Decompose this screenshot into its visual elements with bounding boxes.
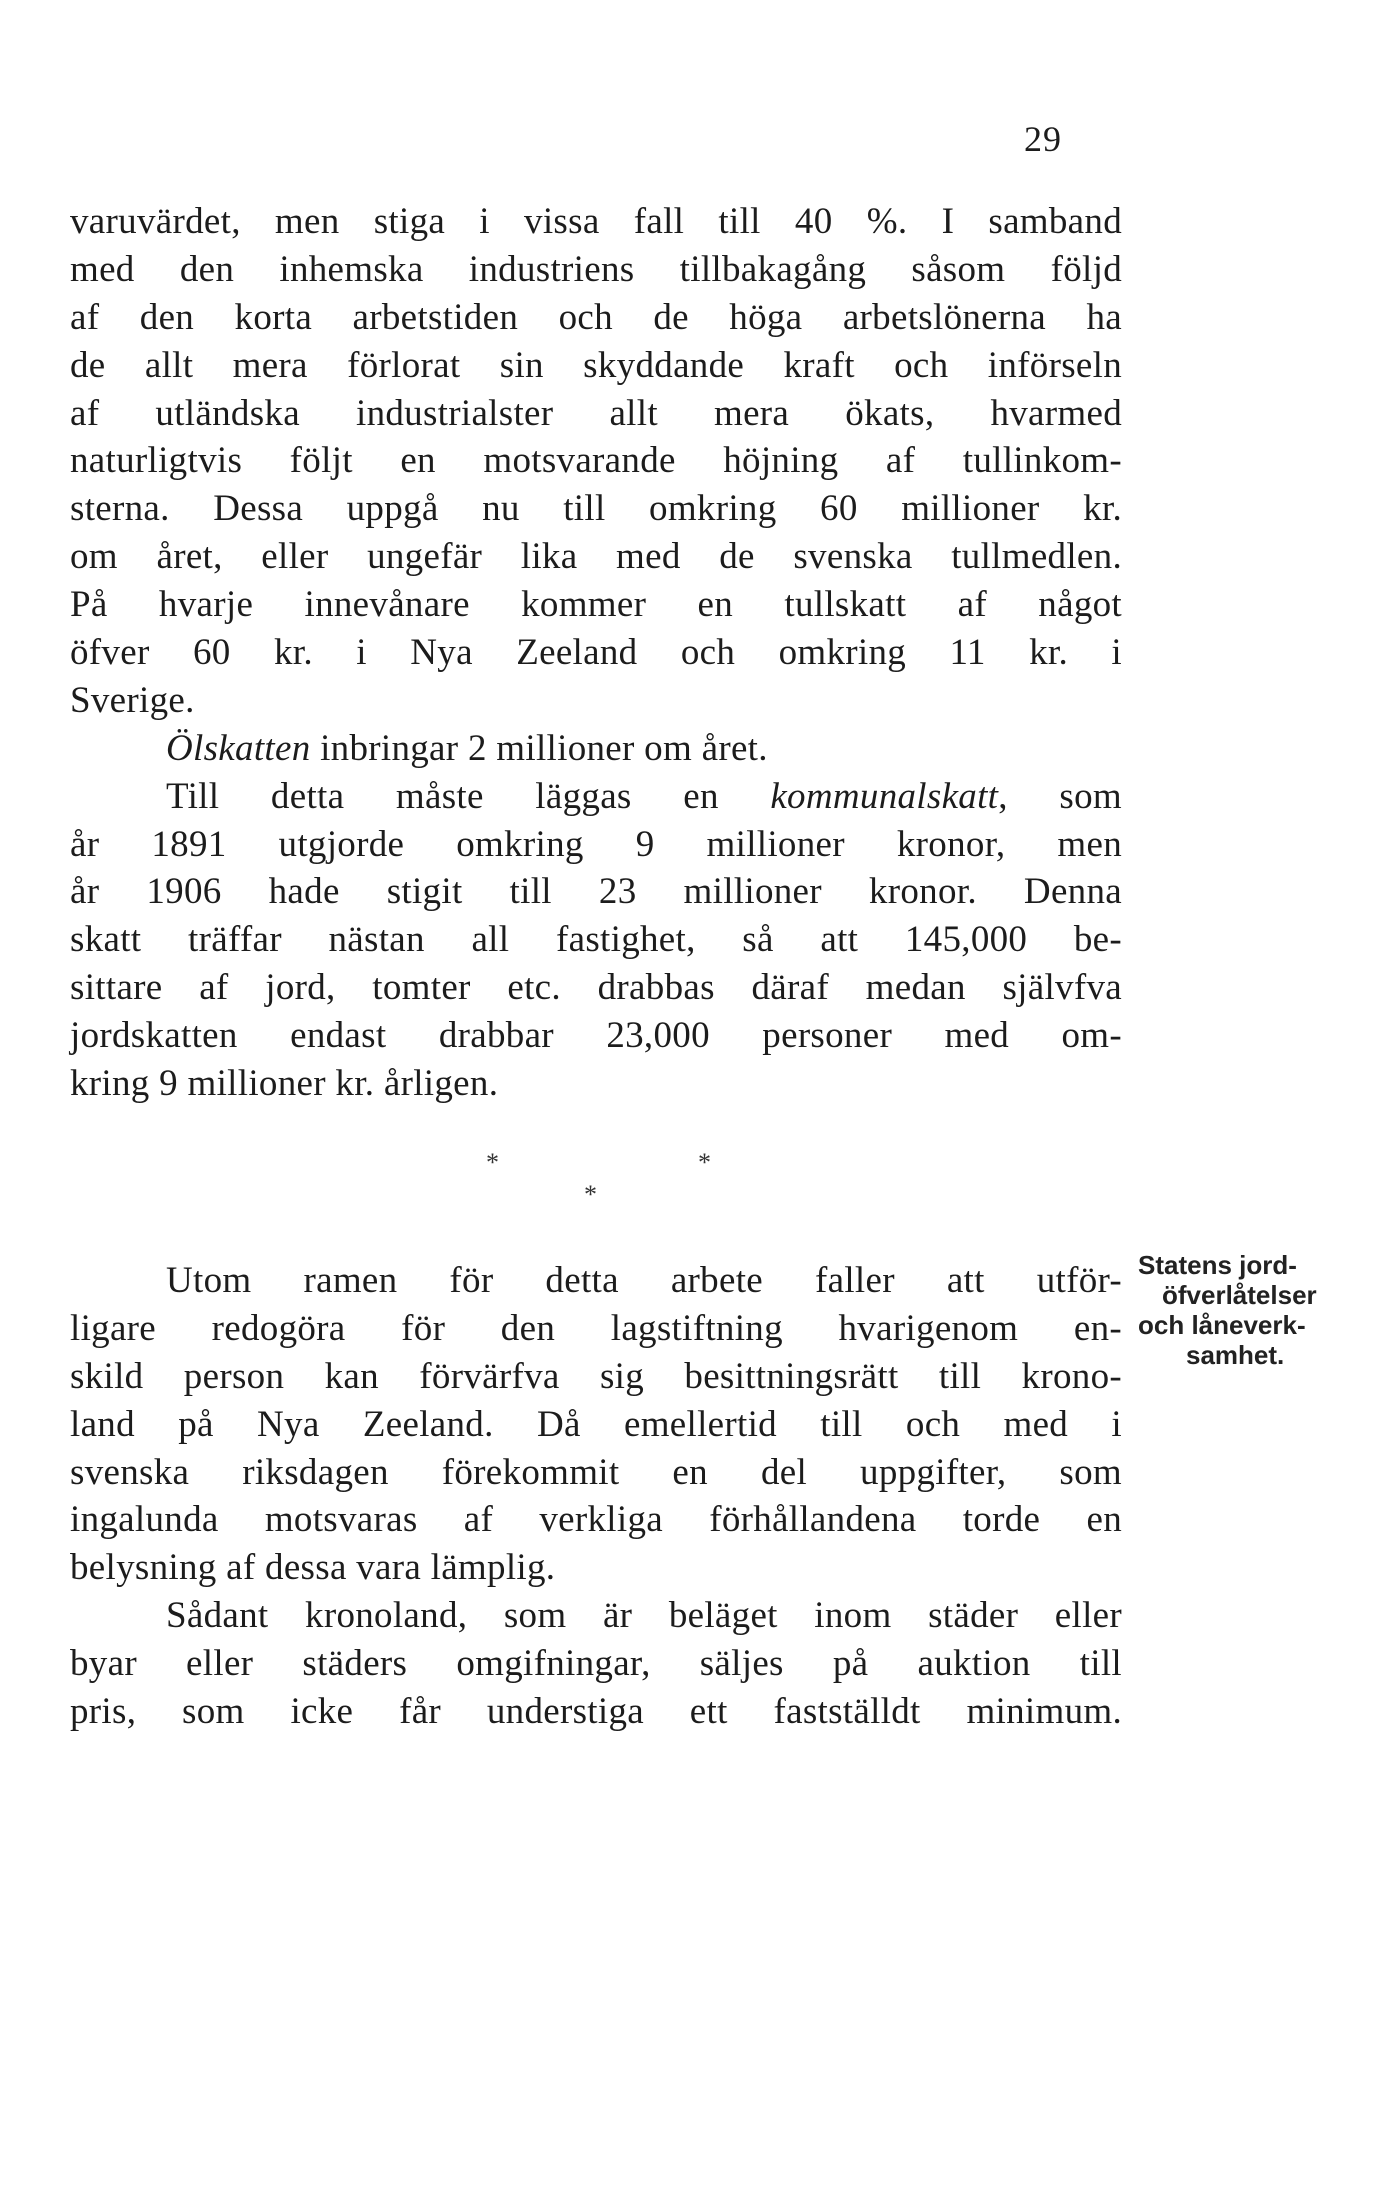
text-line: svenska riksdagen förekommit en del uppgifter, som [70,1451,1122,1493]
margin-note-line: och låneverk- [1138,1310,1306,1340]
text-line: med den inhemska industriens tillbakagång såsom följd [70,248,1122,290]
text-line: sittare af jord, tomter etc. drabbas däraf medan självfva [70,967,1122,1009]
margin-note-line: samhet. [1186,1340,1285,1370]
paragraph-kommunalskatt-first-line [70,773,1122,821]
separator-star: * [698,1148,711,1177]
text-line: af den korta arbetstiden och de höga arbetslönerna ha [70,296,1122,338]
separator-star: * [584,1180,597,1209]
italic-term: Ölskatten [166,727,311,769]
text-line: af utländska industrialster allt mera ökats, hvarmed [70,392,1122,434]
text-line: belysning af dessa vara lämplig. [70,1547,556,1589]
text-line: pris, som icke får understiga ett fastställdt minimum. [70,1691,1122,1733]
text-line: varuvärdet, men stiga i vissa fall till 40 %. I samband [70,201,1122,242]
text-line: de allt mera förlorat sin skyddande kraft och införseln [70,344,1122,386]
text-line: Sådant kronoland, som är beläget inom städer eller [166,1595,1122,1637]
page-number: 29 [1024,119,1062,159]
margin-note [1138,1250,1378,1370]
text-line: Sverige. [70,679,195,721]
text-line: skatt träffar nästan all fastighet, så att 145,000 be- [70,919,1122,961]
text-line: ingalunda motsvaras af verkliga förhållandena torde en [70,1499,1122,1541]
text-line: Utom ramen för detta arbete faller att utför- [166,1260,1122,1301]
paragraph-olskatten [70,725,1122,773]
margin-note-line: öfverlåtelser [1162,1280,1317,1310]
text-line: På hvarje innevånare kommer en tullskatt af något [70,584,1122,626]
text-line: ligare redogöra för den lagstiftning hvarigenom en- [70,1307,1122,1349]
margin-note-line: Statens jord- [1138,1250,1297,1280]
text-line: kring 9 millioner kr. årligen. [70,1063,499,1105]
text-line: land på Nya Zeeland. Då emellertid till och med i [70,1403,1122,1445]
text-line: byar eller städers omgifningar, säljes på auktion till [70,1643,1122,1685]
text-line: år 1906 hade stigit till 23 millioner kronor. Denna [70,871,1122,913]
text-line: år 1891 utgjorde omkring 9 millioner kronor, men [70,823,1122,865]
text-line: naturligtvis följt en motsvarande höjning af tullinkom- [70,440,1122,482]
italic-term: kommunalskatt [770,775,999,817]
text-run: , som [998,775,1122,817]
text-line: sterna. Dessa uppgå nu till omkring 60 millioner kr. [70,488,1122,530]
text-run: inbringar 2 millioner om året. [310,727,768,769]
text-run: Till detta måste läggas en [166,775,771,817]
text-line: jordskatten endast drabbar 23,000 personer med om- [70,1015,1122,1057]
text-line: om året, eller ungefär lika med de svenska tullmedlen. [70,536,1122,578]
main-text-lower [70,1257,1122,1736]
text-line: skild person kan förvärfva sig besittningsrätt till krono- [70,1355,1122,1397]
text-line: öfver 60 kr. i Nya Zeeland och omkring 11 kr. i [70,632,1122,674]
main-text-upper [70,198,1122,1108]
separator-star: * [486,1148,499,1177]
